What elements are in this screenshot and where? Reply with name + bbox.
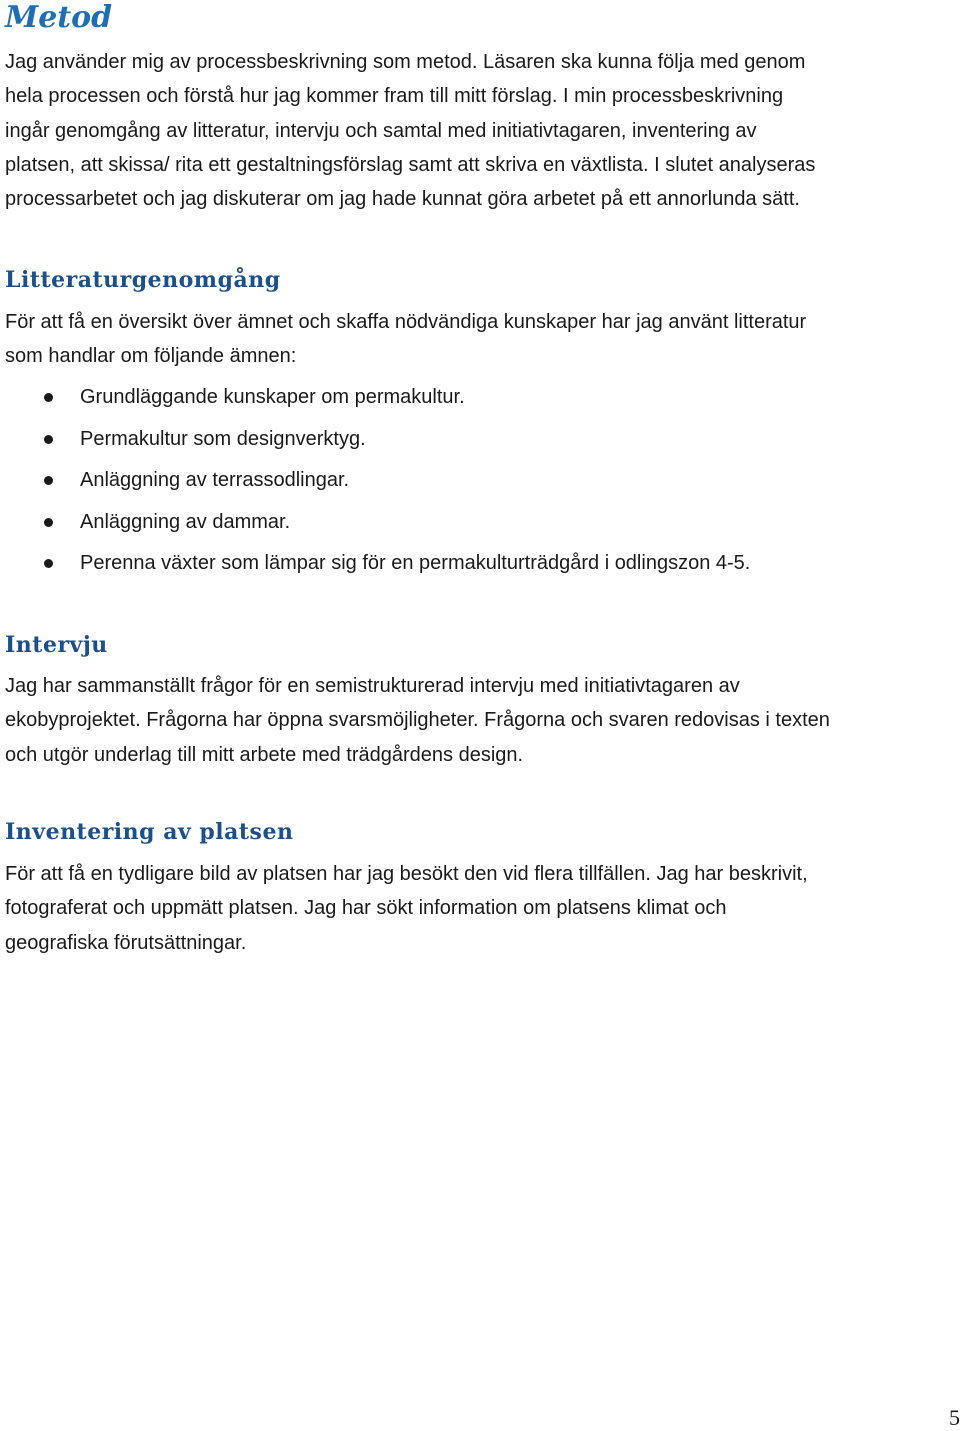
intervju-line: och utgör underlag till mitt arbete med trädgårdens design.	[5, 743, 524, 766]
bullet-icon	[44, 559, 53, 568]
list-item-text: Anläggning av terrassodlingar.	[80, 469, 350, 491]
intro-paragraph	[5, 45, 955, 216]
list-item-text: Perenna växter som lämpar sig för en permakulturträdgård i odlingszon 4-5.	[80, 552, 751, 574]
litteratur-bullet-list	[5, 377, 955, 585]
list-item	[5, 460, 955, 502]
list-item-text: Permakultur som designverktyg.	[80, 427, 366, 450]
list-item	[5, 543, 955, 585]
inventering-line: fotograferat och uppmätt platsen. Jag har sökt information om platsens klimat och	[5, 897, 727, 920]
heading-intervju: Intervju	[5, 632, 108, 658]
list-item-text: Anläggning av dammar.	[80, 510, 291, 533]
heading-inventering: Inventering av platsen	[5, 819, 294, 845]
list-item-text: Grundläggande kunskaper om permakultur.	[80, 386, 465, 408]
bullet-icon	[44, 476, 53, 485]
intro-line: hela processen och förstå hur jag kommer fram till mitt förslag. I min processbeskrivning	[5, 85, 784, 108]
intervju-line: ekobyprojektet. Frågorna har öppna svarsmöjligheter. Frågorna och svaren redovisas i texten	[5, 709, 830, 732]
bullet-icon	[44, 518, 53, 527]
heading-litteraturgenomgang: Litteraturgenomgång	[5, 267, 281, 293]
list-item	[5, 377, 955, 419]
intro-line: platsen, att skissa/ rita ett gestaltningsförslag samt att skriva en växtlista. I slutet analyseras	[5, 153, 816, 176]
list-item	[5, 502, 955, 544]
page-title: Metod	[5, 0, 113, 35]
litteratur-line: som handlar om följande ämnen:	[5, 345, 297, 368]
litteratur-paragraph	[5, 305, 955, 374]
inventering-line: geografiska förutsättningar.	[5, 931, 247, 954]
inventering-paragraph	[5, 857, 955, 960]
list-item	[5, 419, 955, 461]
intervju-line: Jag har sammanställt frågor för en semistrukturerad intervju med initiativtagaren av	[5, 675, 740, 697]
intro-line: Jag använder mig av processbeskrivning som metod. Läsaren ska kunna följa med genom	[5, 51, 806, 73]
litteratur-line: För att få en översikt över ämnet och skaffa nödvändiga kunskaper har jag använt litteratur	[5, 311, 807, 333]
bullet-icon	[44, 435, 53, 444]
inventering-line: För att få en tydligare bild av platsen har jag besökt den vid flera tillfällen. Jag har beskrivit,	[5, 863, 808, 885]
page-number: 5	[949, 1405, 960, 1430]
intro-line: ingår genomgång av litteratur, intervju och samtal med initiativtagaren, inventering av	[5, 119, 757, 142]
intervju-paragraph	[5, 669, 955, 772]
intro-line: processarbetet och jag diskuterar om jag hade kunnat göra arbetet på ett annorlunda sätt.	[5, 188, 800, 211]
bullet-icon	[44, 393, 53, 402]
